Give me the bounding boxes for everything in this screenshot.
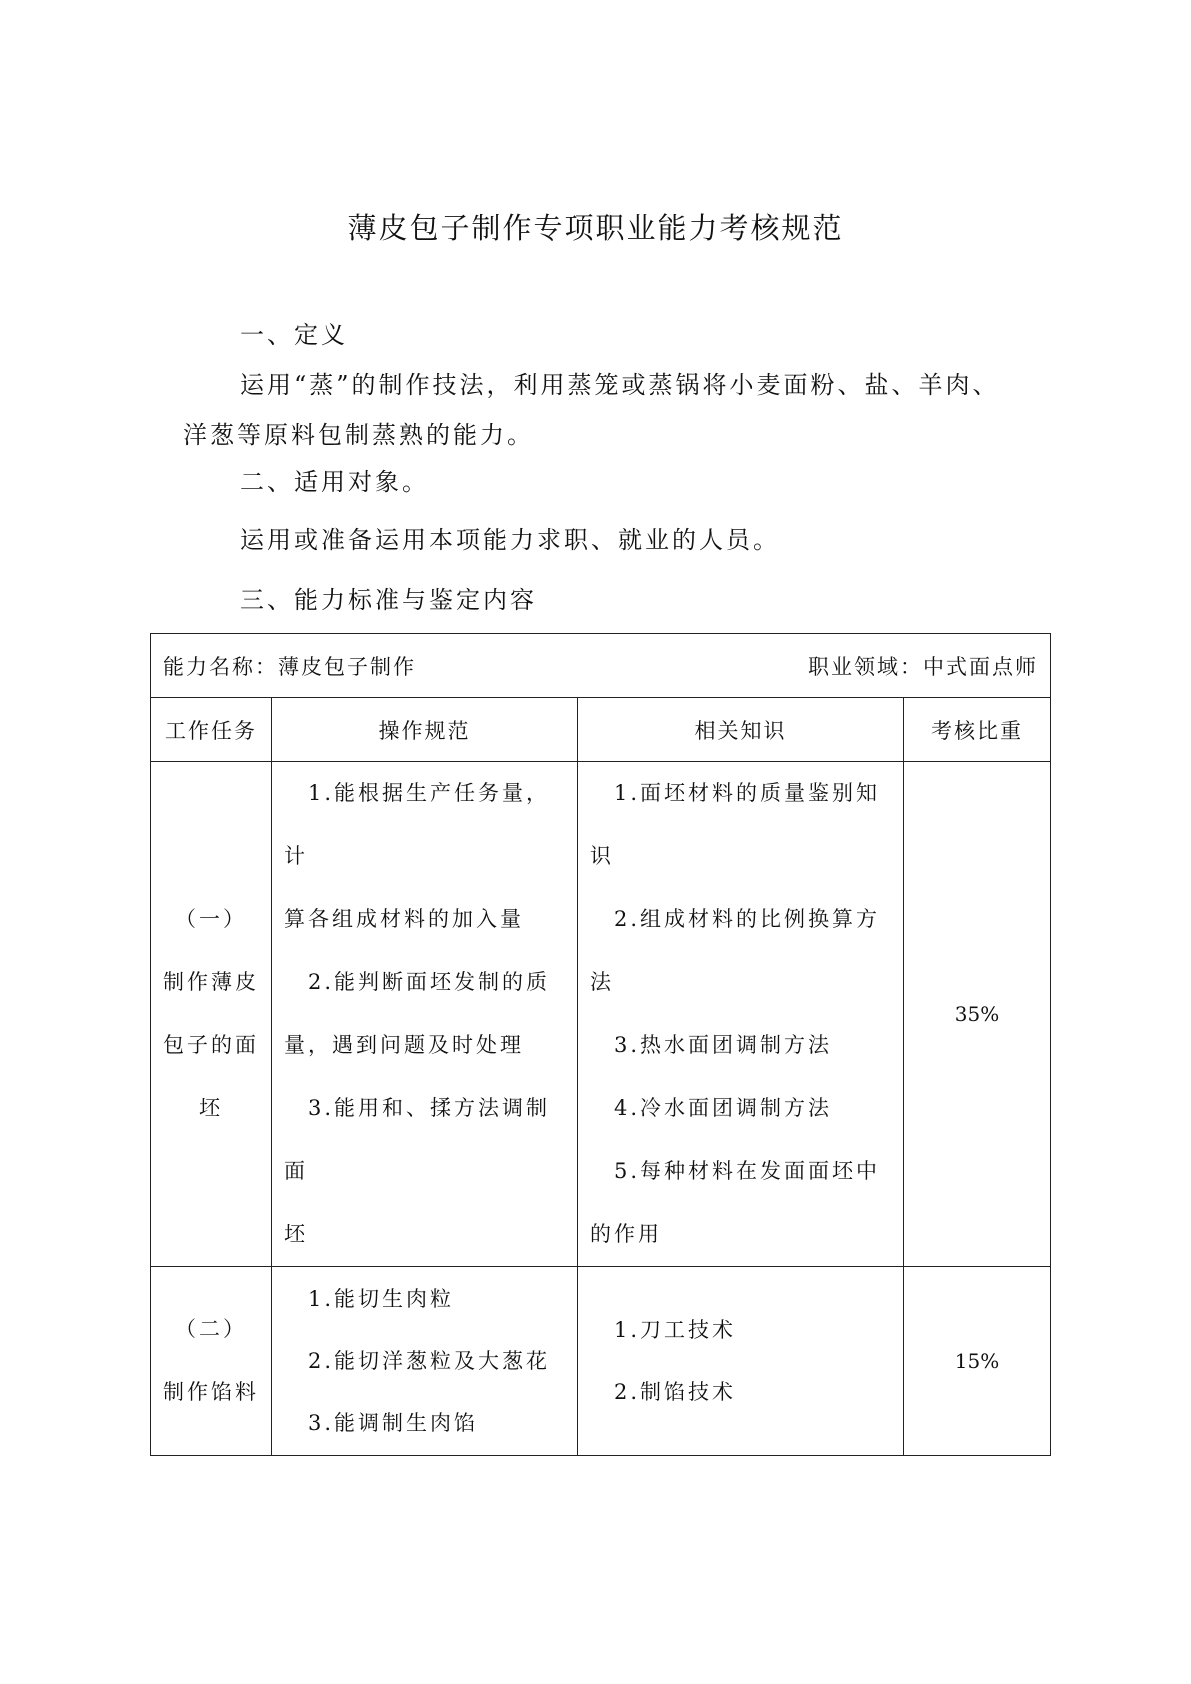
table-row xyxy=(151,762,1051,1267)
definition-heading: 一、定义 xyxy=(240,321,348,349)
knowledge-cell: 1.面坯材料的质量鉴别知 识 2.组成材料的比例换算方 法 3.热水面团调制方法 4.冷水面团调制方法 5.每种材料在发面面坯中 的作用 xyxy=(578,762,904,1267)
ability-name: 能力名称：薄皮包子制作 xyxy=(163,654,416,679)
standards-heading: 三、能力标准与鉴定内容 xyxy=(240,586,537,614)
table-row xyxy=(151,1267,1051,1456)
operation-cell: 1.能根据生产任务量，计 算各组成材料的加入量 2.能判断面坯发制的质 量，遇到问题及时处理 3.能用和、揉方法调制面 坯 xyxy=(272,762,578,1267)
definition-text-line1: 运用“蒸”的制作技法，利用蒸笼或蒸锅将小麦面粉、盐、羊肉、 xyxy=(240,371,1000,399)
table-header-row xyxy=(151,698,1051,762)
table-info-row xyxy=(151,634,1051,698)
scope-heading: 二、适用对象。 xyxy=(240,468,429,496)
ability-standards-table xyxy=(150,633,1051,1456)
weight-cell: 35% xyxy=(904,762,1051,1267)
page-title: 薄皮包子制作专项职业能力考核规范 xyxy=(347,211,844,245)
task-cell: （二） 制作馅料 xyxy=(151,1267,272,1456)
header-task: 工作任务 xyxy=(151,698,272,762)
operation-cell: 1.能切生肉粒 2.能切洋葱粒及大葱花 3.能调制生肉馅 xyxy=(272,1267,578,1456)
knowledge-cell: 1.刀工技术 2.制馅技术 xyxy=(578,1267,904,1456)
header-operation: 操作规范 xyxy=(272,698,578,762)
definition-text-line2: 洋葱等原料包制蒸熟的能力。 xyxy=(183,421,534,449)
occupation-field: 职业领域：中式面点师 xyxy=(808,654,1038,679)
scope-text: 运用或准备运用本项能力求职、就业的人员。 xyxy=(240,526,780,554)
task-cell: （一） 制作薄皮 包子的面 坯 xyxy=(151,762,272,1267)
header-knowledge: 相关知识 xyxy=(578,698,904,762)
weight-cell: 15% xyxy=(904,1267,1051,1456)
header-weight: 考核比重 xyxy=(904,698,1051,762)
